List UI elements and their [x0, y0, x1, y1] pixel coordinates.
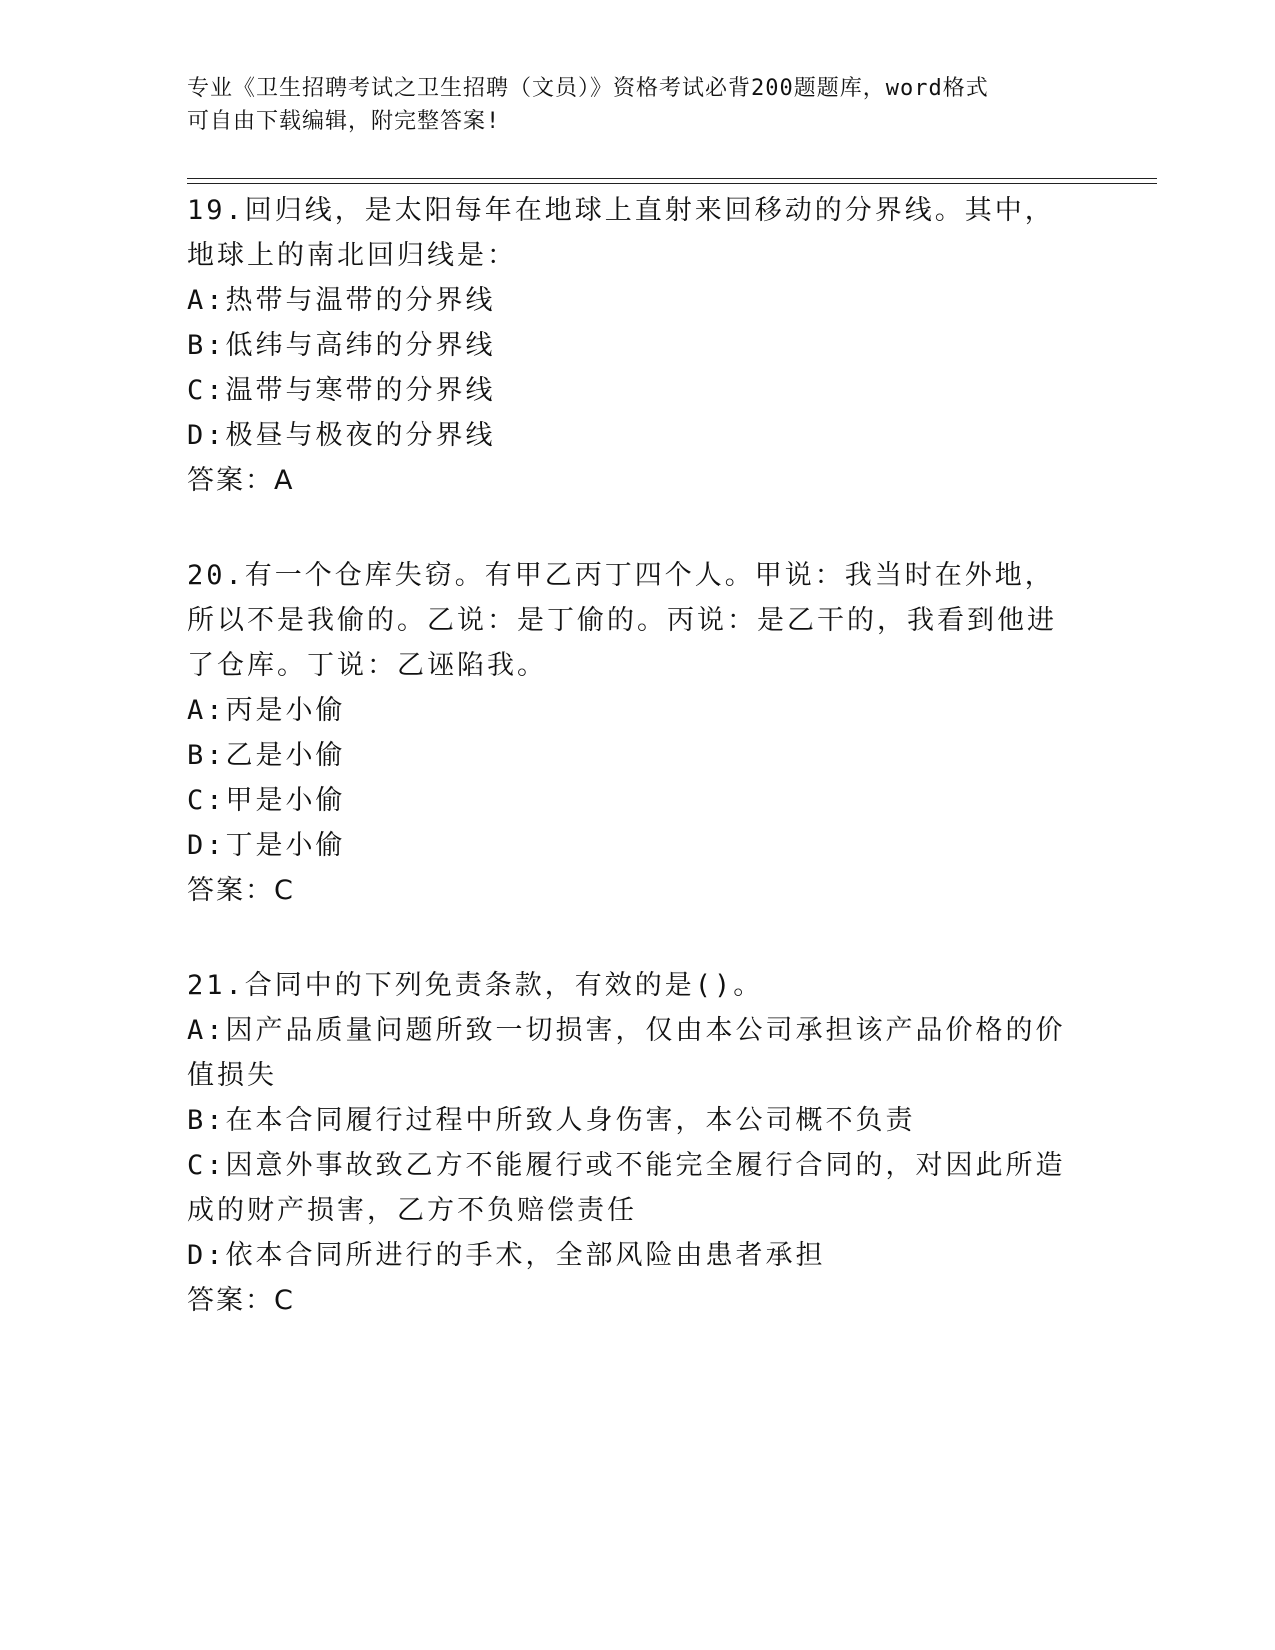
option-b: B:低纬与高纬的分界线 — [187, 330, 496, 361]
question-20 — [187, 553, 1082, 913]
header-divider-bottom — [187, 183, 1157, 184]
option-c: C:甲是小偷 — [187, 785, 346, 816]
option-d: D:丁是小偷 — [187, 830, 346, 861]
answer-line: 答案：A — [187, 465, 295, 496]
option-c: C:温带与寒带的分界线 — [187, 375, 496, 406]
option-b: B:在本合同履行过程中所致人身伤害，本公司概不负责 — [187, 1105, 916, 1136]
option-d: D:极昼与极夜的分界线 — [187, 420, 496, 451]
question-stem: 19.回归线，是太阳每年在地球上直射来回移动的分界线。其中，地球上的南北回归线是： — [187, 195, 1055, 271]
question-19 — [187, 188, 1082, 503]
question-stem: 21.合同中的下列免责条款，有效的是()。 — [187, 970, 764, 1001]
option-a: A:因产品质量问题所致一切损害，仅由本公司承担该产品价格的价值损失 — [187, 1015, 1066, 1091]
option-d: D:依本合同所进行的手术，全部风险由患者承担 — [187, 1240, 826, 1271]
answer-line: 答案：C — [187, 875, 295, 906]
option-a: A:热带与温带的分界线 — [187, 285, 496, 316]
header-line-1: 专业《卫生招聘考试之卫生招聘（文员）》资格考试必背200题题库，word格式 — [187, 76, 989, 101]
option-c: C:因意外事故致乙方不能履行或不能完全履行合同的，对因此所造成的财产损害，乙方不负赔偿责任 — [187, 1150, 1066, 1226]
document-header — [187, 72, 1087, 138]
option-b: B:乙是小偷 — [187, 740, 346, 771]
header-line-2: 可自由下载编辑，附完整答案! — [187, 109, 501, 134]
header-divider-top — [187, 178, 1157, 179]
question-stem: 20.有一个仓库失窃。有甲乙丙丁四个人。甲说：我当时在外地，所以不是我偷的。乙说：是丁偷的。丙说：是乙干的，我看到他进了仓库。丁说：乙诬陷我。 — [187, 560, 1057, 681]
option-a: A:丙是小偷 — [187, 695, 346, 726]
answer-line: 答案：C — [187, 1285, 295, 1316]
question-21 — [187, 963, 1082, 1323]
